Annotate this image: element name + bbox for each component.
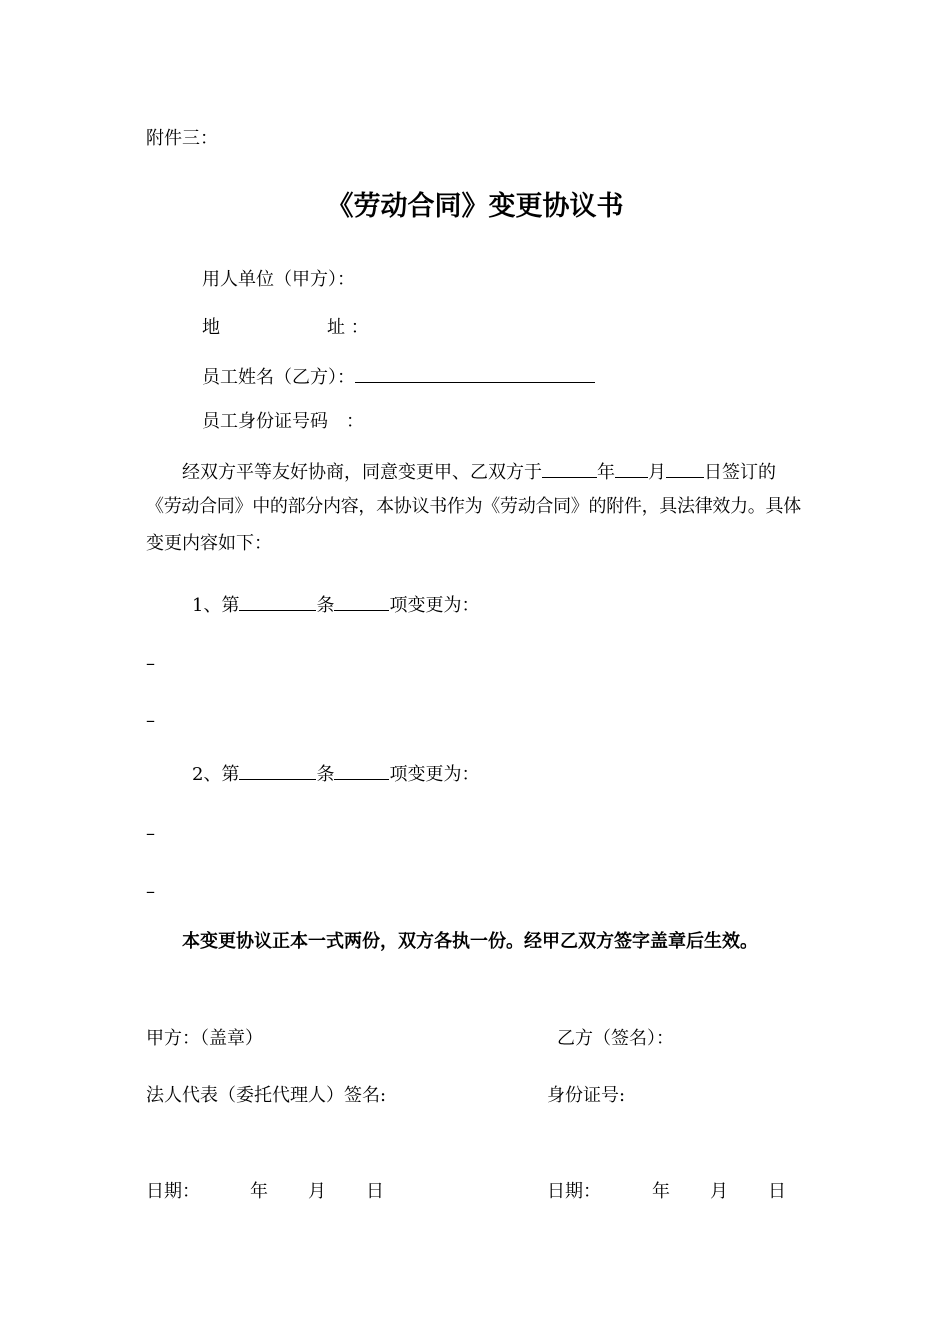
party-b-date-year: 年 xyxy=(652,1181,670,1202)
year-blank[interactable] xyxy=(542,461,597,478)
paragraph-line-2: 《劳动合同》中的部分内容，本协议书作为《劳动合同》的附件，具法律效力。具体 xyxy=(146,496,801,517)
legal-rep-label: 法人代表（委托代理人）签名: xyxy=(146,1085,387,1106)
party-a-date-day: 日 xyxy=(366,1181,384,1202)
party-a-date-month: 月 xyxy=(308,1181,326,1202)
dash-line: – xyxy=(146,710,155,731)
clause-2 xyxy=(192,763,479,784)
paragraph-line-3: 变更内容如下： xyxy=(146,533,272,554)
dash-line: – xyxy=(146,881,155,902)
employee-id-label: 员工身份证号码 ： xyxy=(202,411,364,432)
document-title: 《劳动合同》变更协议书 xyxy=(326,191,624,222)
clause-2-item-blank[interactable] xyxy=(334,763,389,780)
address-label-right: 址 ： xyxy=(327,317,369,338)
paragraph-text: 经双方平等友好协商，同意变更甲、乙双方于 xyxy=(182,462,542,483)
dash-line: – xyxy=(146,823,155,844)
dash-line: – xyxy=(146,653,155,674)
day-blank[interactable] xyxy=(666,461,704,478)
clause-item-text: 项变更为： xyxy=(389,595,480,616)
party-b-label: 乙方（签名）： xyxy=(557,1028,674,1049)
employee-name-blank[interactable] xyxy=(355,366,595,383)
clause-article-text: 条 xyxy=(316,595,335,616)
employer-field-label: 用人单位（甲方）： xyxy=(202,269,355,290)
day-text: 日签订的 xyxy=(704,462,776,483)
attachment-label: 附件三： xyxy=(146,128,218,149)
month-blank[interactable] xyxy=(615,461,648,478)
id-number-label: 身份证号: xyxy=(547,1085,626,1106)
paragraph-line-1 xyxy=(182,461,776,482)
party-a-date-year: 年 xyxy=(250,1181,268,1202)
clause-item-text: 项变更为： xyxy=(389,764,480,785)
employee-name-row xyxy=(202,366,595,387)
clause-num: 2、第 xyxy=(192,764,240,785)
month-text: 月 xyxy=(648,462,666,483)
clause-2-article-blank[interactable] xyxy=(239,763,316,780)
party-b-date-month: 月 xyxy=(710,1181,728,1202)
address-label-left: 地 xyxy=(202,317,220,338)
effect-notice: 本变更协议正本一式两份，双方各执一份。经甲乙双方签字盖章后生效。 xyxy=(182,931,758,952)
clause-1-item-blank[interactable] xyxy=(334,594,389,611)
clause-num: 1、第 xyxy=(192,595,240,616)
party-a-date-label: 日期： xyxy=(146,1181,200,1202)
party-b-date-label: 日期： xyxy=(547,1181,601,1202)
clause-article-text: 条 xyxy=(316,764,335,785)
clause-1 xyxy=(192,594,479,615)
party-b-date-day: 日 xyxy=(768,1181,786,1202)
year-text: 年 xyxy=(597,462,615,483)
clause-1-article-blank[interactable] xyxy=(239,594,316,611)
party-a-label: 甲方：（盖章） xyxy=(146,1028,263,1049)
employee-name-label: 员工姓名（乙方）： xyxy=(202,367,355,388)
